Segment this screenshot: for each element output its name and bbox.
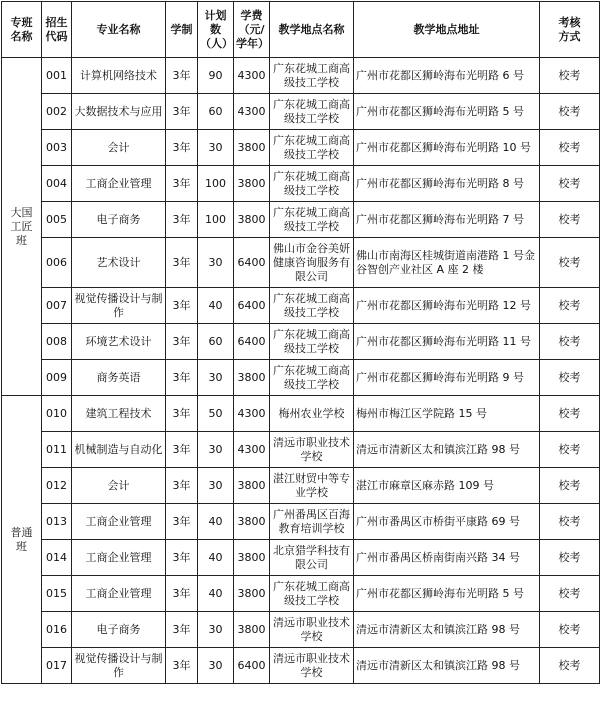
header-row [2,2,600,58]
major-cell: 工商企业管理 [72,576,166,612]
fee-cell: 3800 [234,202,270,238]
group-name-cell: 大国 工匠 班 [2,58,42,396]
school-cell: 广东花城工商高级技工学校 [270,166,354,202]
address-cell: 清远市清新区太和镇滨江路 98 号 [354,648,540,684]
table-row [2,58,600,94]
header-group: 专班 名称 [2,2,42,58]
exam-cell: 校考 [540,130,600,166]
plan-cell: 30 [198,238,234,288]
code-cell: 011 [42,432,72,468]
school-cell: 广东花城工商高级技工学校 [270,360,354,396]
fee-cell: 6400 [234,238,270,288]
exam-cell: 校考 [540,540,600,576]
address-cell: 广州市花都区狮岭海布光明路 10 号 [354,130,540,166]
duration-cell: 3年 [166,396,198,432]
exam-cell: 校考 [540,288,600,324]
table-row [2,396,600,432]
fee-cell: 3800 [234,612,270,648]
table-row [2,468,600,504]
duration-cell: 3年 [166,576,198,612]
table-row [2,504,600,540]
code-cell: 006 [42,238,72,288]
fee-cell: 3800 [234,130,270,166]
duration-cell: 3年 [166,540,198,576]
table-row [2,612,600,648]
address-cell: 广州市花都区狮岭海布光明路 5 号 [354,94,540,130]
school-cell: 佛山市金谷美妍健康咨询服务有限公司 [270,238,354,288]
code-cell: 017 [42,648,72,684]
code-cell: 012 [42,468,72,504]
enrollment-table [1,1,600,684]
table-row [2,576,600,612]
fee-cell: 6400 [234,324,270,360]
exam-cell: 校考 [540,94,600,130]
table-row [2,540,600,576]
major-cell: 视觉传播设计与制作 [72,648,166,684]
exam-cell: 校考 [540,432,600,468]
major-cell: 机械制造与自动化 [72,432,166,468]
plan-cell: 100 [198,166,234,202]
address-cell: 广州市花都区狮岭海布光明路 9 号 [354,360,540,396]
school-cell: 广州番禺区百海教育培训学校 [270,504,354,540]
major-cell: 会计 [72,130,166,166]
major-cell: 工商企业管理 [72,504,166,540]
duration-cell: 3年 [166,648,198,684]
plan-cell: 90 [198,58,234,94]
plan-cell: 30 [198,130,234,166]
exam-cell: 校考 [540,468,600,504]
table-row [2,202,600,238]
plan-cell: 30 [198,432,234,468]
header-exam: 考核 方式 [540,2,600,58]
exam-cell: 校考 [540,396,600,432]
duration-cell: 3年 [166,238,198,288]
major-cell: 工商企业管理 [72,540,166,576]
table-row [2,288,600,324]
plan-cell: 100 [198,202,234,238]
exam-cell: 校考 [540,360,600,396]
code-cell: 010 [42,396,72,432]
code-cell: 001 [42,58,72,94]
plan-cell: 30 [198,612,234,648]
code-cell: 016 [42,612,72,648]
fee-cell: 4300 [234,58,270,94]
header-duration: 学制 [166,2,198,58]
plan-cell: 40 [198,540,234,576]
plan-cell: 30 [198,360,234,396]
plan-cell: 40 [198,504,234,540]
major-cell: 会计 [72,468,166,504]
duration-cell: 3年 [166,360,198,396]
exam-cell: 校考 [540,324,600,360]
fee-cell: 3800 [234,576,270,612]
header-address: 教学地点地址 [354,2,540,58]
table-row [2,324,600,360]
fee-cell: 4300 [234,94,270,130]
fee-cell: 3800 [234,468,270,504]
major-cell: 艺术设计 [72,238,166,288]
major-cell: 建筑工程技术 [72,396,166,432]
plan-cell: 30 [198,468,234,504]
major-cell: 大数据技术与应用 [72,94,166,130]
exam-cell: 校考 [540,648,600,684]
code-cell: 009 [42,360,72,396]
duration-cell: 3年 [166,94,198,130]
address-cell: 广州市花都区狮岭海布光明路 11 号 [354,324,540,360]
table-row [2,238,600,288]
school-cell: 广东花城工商高级技工学校 [270,130,354,166]
major-cell: 电子商务 [72,202,166,238]
plan-cell: 40 [198,288,234,324]
exam-cell: 校考 [540,504,600,540]
school-cell: 梅州农业学校 [270,396,354,432]
duration-cell: 3年 [166,130,198,166]
fee-cell: 4300 [234,432,270,468]
fee-cell: 6400 [234,288,270,324]
major-cell: 工商企业管理 [72,166,166,202]
duration-cell: 3年 [166,58,198,94]
duration-cell: 3年 [166,324,198,360]
code-cell: 002 [42,94,72,130]
address-cell: 梅州市梅江区学院路 15 号 [354,396,540,432]
major-cell: 计算机网络技术 [72,58,166,94]
address-cell: 广州市番禺区市桥街平康路 69 号 [354,504,540,540]
fee-cell: 3800 [234,166,270,202]
code-cell: 004 [42,166,72,202]
duration-cell: 3年 [166,166,198,202]
header-school: 教学地点名称 [270,2,354,58]
exam-cell: 校考 [540,238,600,288]
table-row [2,360,600,396]
fee-cell: 3800 [234,540,270,576]
fee-cell: 3800 [234,360,270,396]
school-cell: 清远市职业技术学校 [270,648,354,684]
major-cell: 电子商务 [72,612,166,648]
duration-cell: 3年 [166,504,198,540]
address-cell: 广州市花都区狮岭海布光明路 7 号 [354,202,540,238]
exam-cell: 校考 [540,576,600,612]
code-cell: 015 [42,576,72,612]
school-cell: 清远市职业技术学校 [270,612,354,648]
duration-cell: 3年 [166,432,198,468]
duration-cell: 3年 [166,288,198,324]
table-row [2,432,600,468]
address-cell: 湛江市麻章区麻赤路 109 号 [354,468,540,504]
school-cell: 广东花城工商高级技工学校 [270,288,354,324]
school-cell: 广东花城工商高级技工学校 [270,324,354,360]
code-cell: 005 [42,202,72,238]
school-cell: 广东花城工商高级技工学校 [270,202,354,238]
table-row [2,166,600,202]
address-cell: 清远市清新区太和镇滨江路 98 号 [354,432,540,468]
address-cell: 广州市花都区狮岭海布光明路 5 号 [354,576,540,612]
duration-cell: 3年 [166,468,198,504]
group-name-cell: 普通 班 [2,396,42,684]
code-cell: 007 [42,288,72,324]
header-code: 招生 代码 [42,2,72,58]
address-cell: 佛山市南海区桂城街道南港路 1 号金谷智创产业社区 A 座 2 楼 [354,238,540,288]
exam-cell: 校考 [540,612,600,648]
header-fee: 学费 （元/ 学年） [234,2,270,58]
header-plan: 计划数 （人） [198,2,234,58]
major-cell: 环境艺术设计 [72,324,166,360]
plan-cell: 60 [198,324,234,360]
major-cell: 商务英语 [72,360,166,396]
school-cell: 北京猎学科技有限公司 [270,540,354,576]
fee-cell: 6400 [234,648,270,684]
table-row [2,94,600,130]
table-row [2,130,600,166]
school-cell: 广东花城工商高级技工学校 [270,576,354,612]
major-cell: 视觉传播设计与制作 [72,288,166,324]
address-cell: 广州市番禺区桥南街南兴路 34 号 [354,540,540,576]
code-cell: 003 [42,130,72,166]
fee-cell: 3800 [234,504,270,540]
plan-cell: 30 [198,648,234,684]
code-cell: 014 [42,540,72,576]
fee-cell: 4300 [234,396,270,432]
school-cell: 清远市职业技术学校 [270,432,354,468]
exam-cell: 校考 [540,202,600,238]
address-cell: 广州市花都区狮岭海布光明路 6 号 [354,58,540,94]
plan-cell: 50 [198,396,234,432]
school-cell: 广东花城工商高级技工学校 [270,94,354,130]
address-cell: 广州市花都区狮岭海布光明路 8 号 [354,166,540,202]
exam-cell: 校考 [540,166,600,202]
code-cell: 008 [42,324,72,360]
plan-cell: 40 [198,576,234,612]
school-cell: 湛江财贸中等专业学校 [270,468,354,504]
duration-cell: 3年 [166,202,198,238]
school-cell: 广东花城工商高级技工学校 [270,58,354,94]
duration-cell: 3年 [166,612,198,648]
exam-cell: 校考 [540,58,600,94]
header-major: 专业名称 [72,2,166,58]
table-row [2,648,600,684]
table-body [2,58,600,684]
address-cell: 广州市花都区狮岭海布光明路 12 号 [354,288,540,324]
address-cell: 清远市清新区太和镇滨江路 98 号 [354,612,540,648]
code-cell: 013 [42,504,72,540]
plan-cell: 60 [198,94,234,130]
